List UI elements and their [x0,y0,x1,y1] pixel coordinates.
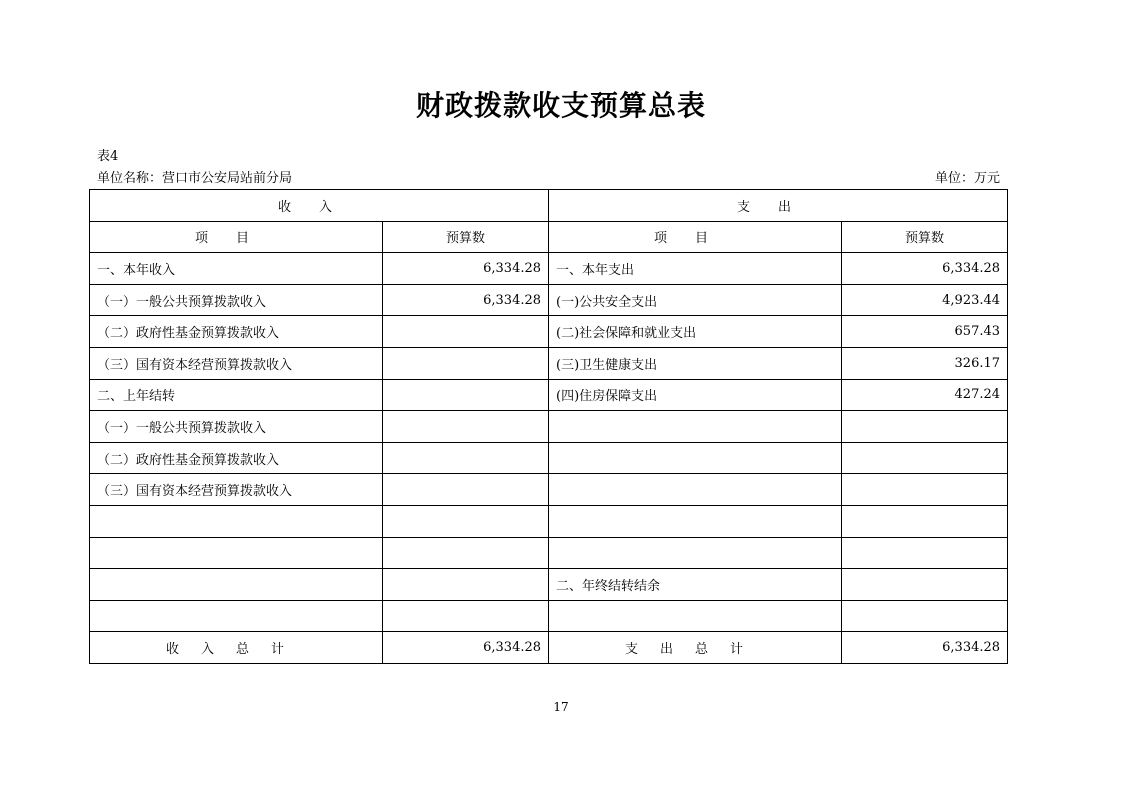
budget-table [89,189,1008,664]
income-item-cell [90,600,383,632]
income-value-cell [383,569,549,601]
income-item-cell: 一、本年收入 [90,253,383,285]
income-item-cell: （一）一般公共预算拨款收入 [90,411,383,443]
income-value-cell [383,505,549,537]
table-row [90,442,1008,474]
expense-value-cell [842,474,1008,506]
expense-item-cell [549,474,842,506]
currency-unit: 单位：万元 [934,171,1000,186]
table-row [90,411,1008,443]
income-total-label: 收入总计 [90,632,383,664]
expense-value-cell [842,537,1008,569]
income-value-cell [383,600,549,632]
income-value-cell [383,537,549,569]
income-value-cell [383,474,549,506]
expense-item-cell: 二、年终结转结余 [549,569,842,601]
income-value-cell: 6,334.28 [383,284,549,316]
income-item-cell: （二）政府性基金预算拨款收入 [90,442,383,474]
expense-item-cell [549,505,842,537]
header-row-section [90,190,1008,222]
table-row [90,600,1008,632]
expense-value-cell [842,411,1008,443]
expense-item-cell [549,411,842,443]
income-total-value: 6,334.28 [383,632,549,664]
expense-value-cell: 326.17 [842,347,1008,379]
expense-value-cell [842,505,1008,537]
expense-value-cell: 4,923.44 [842,284,1008,316]
expense-item-cell: (二)社会保障和就业支出 [549,316,842,348]
table-row [90,505,1008,537]
expense-item-cell: 一、本年支出 [549,253,842,285]
expense-item-cell: (四)住房保障支出 [549,379,842,411]
expense-item-cell: (一)公共安全支出 [549,284,842,316]
table-row [90,379,1008,411]
expense-item-cell: (三)卫生健康支出 [549,347,842,379]
income-item-cell [90,505,383,537]
income-value-cell [383,316,549,348]
table-number: 表4 [97,149,119,164]
expense-item-cell [549,442,842,474]
table-row [90,284,1008,316]
income-item-cell: （二）政府性基金预算拨款收入 [90,316,383,348]
table-row [90,347,1008,379]
expense-item-cell [549,537,842,569]
expense-total-value: 6,334.28 [842,632,1008,664]
income-value-cell [383,347,549,379]
table-row [90,316,1008,348]
income-item-cell: 二、上年结转 [90,379,383,411]
expense-value-cell [842,442,1008,474]
income-value-cell [383,379,549,411]
income-item-header: 项目 [90,221,383,253]
income-item-cell: （一）一般公共预算拨款收入 [90,284,383,316]
unit-name: 单位名称：营口市公安局站前分局 [97,171,293,186]
table-row [90,474,1008,506]
totals-row [90,632,1008,664]
income-value-cell [383,411,549,443]
income-item-cell [90,569,383,601]
table-row [90,253,1008,285]
expense-value-cell: 657.43 [842,316,1008,348]
expense-value-cell [842,569,1008,601]
income-item-cell: （三）国有资本经营预算拨款收入 [90,474,383,506]
expense-item-header: 项目 [549,221,842,253]
income-header: 收入 [90,190,549,222]
income-budget-header: 预算数 [383,221,549,253]
expense-header: 支出 [549,190,1008,222]
expense-value-cell: 427.24 [842,379,1008,411]
income-value-cell [383,442,549,474]
expense-budget-header: 预算数 [842,221,1008,253]
table-row [90,537,1008,569]
expense-total-label: 支出总计 [549,632,842,664]
expense-value-cell: 6,334.28 [842,253,1008,285]
table-row [90,569,1008,601]
expense-value-cell [842,600,1008,632]
header-row-columns [90,221,1008,253]
income-item-cell: （三）国有资本经营预算拨款收入 [90,347,383,379]
expense-item-cell [549,600,842,632]
page-number: 17 [553,700,569,714]
page-title: 财政拨款收支预算总表 [415,89,706,122]
income-value-cell: 6,334.28 [383,253,549,285]
income-item-cell [90,537,383,569]
